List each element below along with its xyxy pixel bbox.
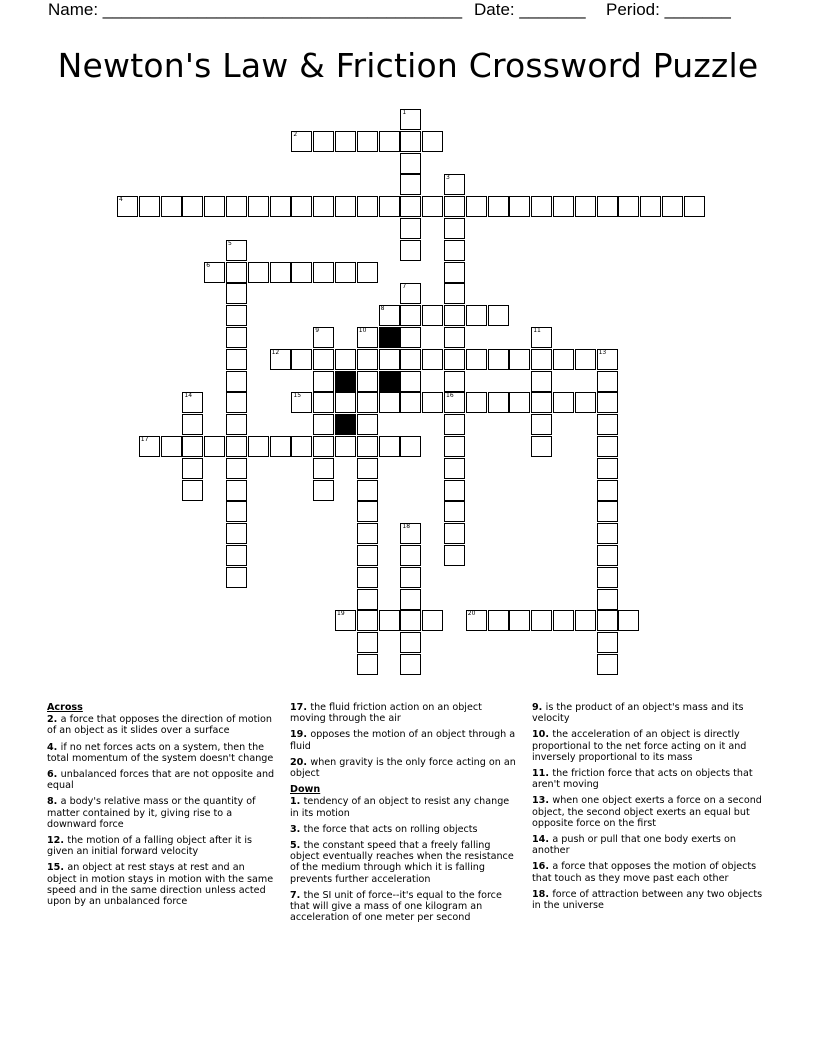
date-field[interactable]: Date: _______ xyxy=(474,0,586,19)
crossword-cell[interactable] xyxy=(226,196,247,217)
crossword-cell[interactable] xyxy=(444,545,465,566)
clue-item xyxy=(47,742,275,764)
crossword-cell[interactable] xyxy=(444,523,465,544)
crossword-cell[interactable] xyxy=(531,196,552,217)
crossword-cell[interactable] xyxy=(466,392,487,413)
clue-number: 3 xyxy=(446,174,450,182)
crossword-cell[interactable] xyxy=(379,392,400,413)
crossword-cell[interactable] xyxy=(597,501,618,522)
clue-item xyxy=(47,796,275,830)
clue-number-label: 18. xyxy=(532,888,553,900)
black-square xyxy=(379,327,400,348)
crossword-cell[interactable] xyxy=(161,196,182,217)
clue-number-label: 9. xyxy=(532,702,546,713)
crossword-cell[interactable] xyxy=(444,371,465,392)
clue-text: a force that opposes the motion of objects that touch as they move past each other xyxy=(532,861,757,884)
clue-item xyxy=(532,834,768,856)
crossword-cell[interactable] xyxy=(466,305,487,326)
crossword-cell[interactable] xyxy=(357,262,378,283)
crossword-cell[interactable] xyxy=(444,349,465,370)
clue-number-label: 6. xyxy=(47,769,61,781)
clue-item xyxy=(290,729,518,751)
crossword-cell[interactable] xyxy=(400,131,421,152)
crossword-cell[interactable] xyxy=(270,196,291,217)
crossword-cell[interactable] xyxy=(357,371,378,392)
crossword-cell[interactable] xyxy=(509,610,530,631)
crossword-cell[interactable] xyxy=(313,131,334,152)
clue-number-label: 17. xyxy=(290,702,311,713)
crossword-cell[interactable] xyxy=(335,436,356,457)
crossword-cell[interactable] xyxy=(444,392,465,413)
clue-number: 12 xyxy=(271,348,280,356)
crossword-cell[interactable] xyxy=(400,523,421,544)
clue-number: 19 xyxy=(337,610,345,618)
crossword-cell[interactable] xyxy=(357,131,378,152)
clue-item xyxy=(290,890,518,924)
crossword-cell[interactable] xyxy=(313,371,334,392)
crossword-cell[interactable] xyxy=(400,349,421,370)
crossword-cell[interactable] xyxy=(357,501,378,522)
clue-text: the friction force that acts on objects that aren't moving xyxy=(532,768,753,791)
crossword-cell[interactable] xyxy=(531,436,552,457)
clue-number-label: 15. xyxy=(47,862,68,874)
clue-text: unbalanced forces that are not opposite and equal xyxy=(47,769,275,792)
crossword-cell[interactable] xyxy=(597,632,618,653)
clue-number: 2 xyxy=(293,130,298,138)
crossword-cell[interactable] xyxy=(379,131,400,152)
crossword-cell[interactable] xyxy=(400,109,421,130)
down-heading: Down xyxy=(290,784,321,796)
clue-text: the motion of a falling object after it is given an initial forward velocity xyxy=(47,835,252,858)
crossword-cell[interactable] xyxy=(270,262,291,283)
crossword-cell[interactable] xyxy=(509,392,530,413)
clue-number: 8 xyxy=(380,305,385,313)
crossword-cell[interactable] xyxy=(357,567,378,588)
clue-column-3 xyxy=(532,702,768,916)
crossword-cell[interactable] xyxy=(139,436,160,457)
crossword-cell[interactable] xyxy=(204,196,225,217)
page-title: Newton's Law & Friction Crossword Puzzle xyxy=(57,46,759,85)
clue-item xyxy=(290,702,518,724)
clue-text: when gravity is the only force acting on an object xyxy=(290,756,516,780)
crossword-cell[interactable] xyxy=(597,523,618,544)
crossword-cell[interactable] xyxy=(204,262,225,283)
crossword-cell[interactable] xyxy=(357,610,378,631)
black-square xyxy=(335,371,356,392)
crossword-cell[interactable] xyxy=(400,589,421,610)
crossword-cell[interactable] xyxy=(597,545,618,566)
crossword-cell[interactable] xyxy=(422,392,443,413)
crossword-cell[interactable] xyxy=(379,610,400,631)
crossword-cell[interactable] xyxy=(400,371,421,392)
crossword-cell[interactable] xyxy=(313,196,334,217)
clue-number-label: 3. xyxy=(290,823,304,835)
crossword-cell[interactable] xyxy=(357,392,378,413)
clue-number: 13 xyxy=(598,348,607,356)
crossword-cell[interactable] xyxy=(313,480,334,501)
crossword-cell[interactable] xyxy=(575,196,596,217)
crossword-cell[interactable] xyxy=(597,414,618,435)
crossword-cell[interactable] xyxy=(226,436,247,457)
crossword-cell[interactable] xyxy=(531,414,552,435)
crossword-cell[interactable] xyxy=(684,196,705,217)
crossword-cell[interactable] xyxy=(182,196,203,217)
crossword-cell[interactable] xyxy=(313,327,334,348)
clue-number: 16 xyxy=(446,392,454,400)
crossword-cell[interactable] xyxy=(357,654,378,675)
crossword-cell[interactable] xyxy=(379,349,400,370)
black-square xyxy=(335,414,356,435)
clue-number-label: 16. xyxy=(532,861,553,873)
crossword-cell[interactable] xyxy=(640,196,661,217)
across-heading: Across xyxy=(47,702,83,713)
crossword-cell[interactable] xyxy=(597,196,618,217)
crossword-cell[interactable] xyxy=(248,436,269,457)
clue-text: is the product of an object's mass and its velocity xyxy=(532,702,744,725)
crossword-cell[interactable] xyxy=(400,196,421,217)
crossword-cell[interactable] xyxy=(226,458,247,479)
crossword-cell[interactable] xyxy=(226,567,247,588)
crossword-cell[interactable] xyxy=(597,458,618,479)
clue-number-label: 12. xyxy=(47,835,68,847)
clue-item xyxy=(532,795,768,829)
crossword-cell[interactable] xyxy=(313,414,334,435)
crossword-cell[interactable] xyxy=(422,610,443,631)
crossword-cell[interactable] xyxy=(553,196,574,217)
crossword-cell[interactable] xyxy=(531,349,552,370)
crossword-cell[interactable] xyxy=(226,327,247,348)
crossword-cell[interactable] xyxy=(597,480,618,501)
crossword-cell[interactable] xyxy=(444,283,465,304)
crossword-cell[interactable] xyxy=(226,240,247,261)
clue-text: a force that opposes the direction of motion of an object as it slides over a surface xyxy=(47,714,272,737)
clue-number: 17 xyxy=(140,436,149,443)
crossword-cell[interactable] xyxy=(248,196,269,217)
crossword-cell[interactable] xyxy=(291,262,312,283)
clue-number: 9 xyxy=(315,327,320,334)
crossword-cell[interactable] xyxy=(575,392,596,413)
crossword-cell[interactable] xyxy=(313,262,334,283)
crossword-cell[interactable] xyxy=(357,414,378,435)
crossword-cell[interactable] xyxy=(466,610,487,631)
crossword-cell[interactable] xyxy=(161,436,182,457)
crossword-cell[interactable] xyxy=(182,480,203,501)
crossword-cell[interactable] xyxy=(335,349,356,370)
black-square xyxy=(379,371,400,392)
crossword-cell[interactable] xyxy=(400,632,421,653)
clue-number-label: 7. xyxy=(290,889,304,901)
crossword-cell[interactable] xyxy=(444,218,465,239)
crossword-cell[interactable] xyxy=(597,589,618,610)
crossword-cell[interactable] xyxy=(379,436,400,457)
clue-text: the SI unit of force--it's equal to the force that will give a mass of one kilogram an acceleration of one meter per second xyxy=(290,889,502,924)
crossword-cell[interactable] xyxy=(226,545,247,566)
clue-number-label: 2. xyxy=(47,714,61,726)
crossword-cell[interactable] xyxy=(509,349,530,370)
clue-item xyxy=(532,861,768,883)
crossword-cell[interactable] xyxy=(379,305,400,326)
crossword-cell[interactable] xyxy=(488,392,509,413)
crossword-cell[interactable] xyxy=(226,414,247,435)
clue-number: 10 xyxy=(358,327,367,334)
crossword-cell[interactable] xyxy=(444,501,465,522)
clue-number: 18 xyxy=(402,523,411,531)
crossword-cell[interactable] xyxy=(226,480,247,501)
crossword-cell[interactable] xyxy=(139,196,160,217)
clue-number-label: 13. xyxy=(532,795,553,807)
clue-item xyxy=(47,769,275,791)
clue-number: 6 xyxy=(206,261,211,269)
crossword-cell[interactable] xyxy=(357,632,378,653)
clue-item xyxy=(532,702,768,724)
crossword-cell[interactable] xyxy=(291,392,312,413)
crossword-cell[interactable] xyxy=(400,218,421,239)
crossword-cell[interactable] xyxy=(226,262,247,283)
clue-text: the force that acts on rolling objects xyxy=(303,823,478,835)
crossword-cell[interactable] xyxy=(488,196,509,217)
crossword-cell[interactable] xyxy=(182,392,203,413)
clue-number: 11 xyxy=(533,327,541,334)
clue-number: 15 xyxy=(293,392,302,400)
crossword-cell[interactable] xyxy=(444,414,465,435)
crossword-cell[interactable] xyxy=(444,480,465,501)
crossword-cell[interactable] xyxy=(335,392,356,413)
clue-item xyxy=(290,796,518,818)
clue-column-1 xyxy=(47,702,275,912)
crossword-cell[interactable] xyxy=(226,283,247,304)
crossword-cell[interactable] xyxy=(444,327,465,348)
crossword-cell[interactable] xyxy=(531,610,552,631)
clue-item xyxy=(532,729,768,763)
period-field[interactable]: Period: _______ xyxy=(606,0,731,19)
clue-item xyxy=(532,768,768,790)
clue-text: the constant speed that a freely falling object eventually reaches when the resistance of the medium through which it is falling prevents further acceleration xyxy=(290,840,514,885)
crossword-cell[interactable] xyxy=(357,480,378,501)
crossword-cell[interactable] xyxy=(335,131,356,152)
crossword-cell[interactable] xyxy=(422,131,443,152)
crossword-cell[interactable] xyxy=(357,545,378,566)
crossword-cell[interactable] xyxy=(270,436,291,457)
clue-number-label: 8. xyxy=(47,796,61,808)
crossword-cell[interactable] xyxy=(618,610,639,631)
crossword-cell[interactable] xyxy=(226,501,247,522)
clue-number-label: 11. xyxy=(532,768,553,780)
crossword-cell[interactable] xyxy=(400,610,421,631)
crossword-cell[interactable] xyxy=(553,349,574,370)
clue-text: a push or pull that one body exerts on another xyxy=(532,834,736,857)
crossword-cell[interactable] xyxy=(357,327,378,348)
crossword-cell[interactable] xyxy=(335,262,356,283)
clue-item xyxy=(290,824,518,835)
crossword-cell[interactable] xyxy=(400,436,421,457)
crossword-cell[interactable] xyxy=(226,305,247,326)
crossword-cell[interactable] xyxy=(422,349,443,370)
crossword-cell[interactable] xyxy=(662,196,683,217)
crossword-cell[interactable] xyxy=(597,610,618,631)
clue-number-label: 5. xyxy=(290,840,304,852)
crossword-cell[interactable] xyxy=(400,153,421,174)
crossword-cell[interactable] xyxy=(291,196,312,217)
crossword-cell[interactable] xyxy=(226,523,247,544)
clue-number-label: 20. xyxy=(290,756,311,768)
crossword-cell[interactable] xyxy=(226,371,247,392)
crossword-cell[interactable] xyxy=(444,174,465,195)
crossword-cell[interactable] xyxy=(488,349,509,370)
crossword-cell[interactable] xyxy=(597,654,618,675)
clue-item xyxy=(290,840,518,885)
crossword-cell[interactable] xyxy=(291,349,312,370)
clue-number: 1 xyxy=(402,109,407,116)
clue-number-label: 1. xyxy=(290,796,304,808)
crossword-cell[interactable] xyxy=(400,392,421,413)
crossword-cell[interactable] xyxy=(466,196,487,217)
clue-number: 14 xyxy=(184,392,193,400)
crossword-cell[interactable] xyxy=(313,349,334,370)
crossword-cell[interactable] xyxy=(422,305,443,326)
crossword-cell[interactable] xyxy=(357,458,378,479)
crossword-cell[interactable] xyxy=(400,240,421,261)
crossword-cell[interactable] xyxy=(597,349,618,370)
crossword-cell[interactable] xyxy=(444,262,465,283)
crossword-cell[interactable] xyxy=(182,436,203,457)
crossword-cell[interactable] xyxy=(291,436,312,457)
clue-item xyxy=(47,862,275,907)
clue-number-label: 14. xyxy=(532,834,553,846)
crossword-cell[interactable] xyxy=(531,371,552,392)
clue-text: tendency of an object to resist any change in its motion xyxy=(290,796,510,819)
crossword-cell[interactable] xyxy=(226,392,247,413)
crossword-cell[interactable] xyxy=(444,196,465,217)
crossword-cell[interactable] xyxy=(597,392,618,413)
clue-text: the acceleration of an object is directly proportional to the net force acting on it and inversely proportional to its mass xyxy=(532,729,747,763)
crossword-cell[interactable] xyxy=(313,436,334,457)
crossword-cell[interactable] xyxy=(182,458,203,479)
name-field[interactable]: Name: ______________________________________ xyxy=(48,0,463,19)
clue-item xyxy=(47,835,275,857)
crossword-cell[interactable] xyxy=(509,196,530,217)
crossword-cell[interactable] xyxy=(531,327,552,348)
crossword-cell[interactable] xyxy=(444,436,465,457)
crossword-cell[interactable] xyxy=(553,610,574,631)
crossword-cell[interactable] xyxy=(400,567,421,588)
crossword-cell[interactable] xyxy=(531,392,552,413)
crossword-cell[interactable] xyxy=(444,305,465,326)
crossword-cell[interactable] xyxy=(248,262,269,283)
clue-number-label: 19. xyxy=(290,729,311,741)
crossword-cell[interactable] xyxy=(400,327,421,348)
crossword-cell[interactable] xyxy=(291,131,312,152)
crossword-cell[interactable] xyxy=(553,392,574,413)
crossword-cell[interactable] xyxy=(488,610,509,631)
crossword-cell[interactable] xyxy=(313,392,334,413)
crossword-cell[interactable] xyxy=(597,436,618,457)
crossword-cell[interactable] xyxy=(466,349,487,370)
clue-number-label: 4. xyxy=(47,741,61,753)
clue-text: if no net forces acts on a system, then the total momentum of the system doesn't change xyxy=(47,741,274,764)
crossword-cell[interactable] xyxy=(618,196,639,217)
crossword-cell[interactable] xyxy=(357,589,378,610)
crossword-cell[interactable] xyxy=(357,436,378,457)
clue-item xyxy=(47,714,275,736)
crossword-cell[interactable] xyxy=(182,414,203,435)
clue-text: force of attraction between any two objects in the universe xyxy=(532,888,763,912)
crossword-cell[interactable] xyxy=(400,305,421,326)
crossword-cell[interactable] xyxy=(117,196,138,217)
crossword-cell[interactable] xyxy=(357,349,378,370)
crossword-cell[interactable] xyxy=(335,196,356,217)
clue-number: 4 xyxy=(119,196,123,204)
clue-text: opposes the motion of an object through a fluid xyxy=(290,729,516,752)
crossword-cell[interactable] xyxy=(444,240,465,261)
crossword-cell[interactable] xyxy=(488,305,509,326)
crossword-cell[interactable] xyxy=(270,349,291,370)
crossword-cell[interactable] xyxy=(422,196,443,217)
clue-number: 5 xyxy=(228,239,232,247)
crossword-cell[interactable] xyxy=(575,349,596,370)
crossword-cell[interactable] xyxy=(400,174,421,195)
crossword-cell[interactable] xyxy=(400,283,421,304)
clue-text: the fluid friction action on an object moving through the air xyxy=(290,702,482,725)
clue-item xyxy=(290,757,518,779)
crossword-cell[interactable] xyxy=(597,371,618,392)
clue-item xyxy=(532,889,768,911)
crossword-cell[interactable] xyxy=(444,458,465,479)
clue-text: when one object exerts a force on a second object, the second object exerts an equal but opposite force on the first xyxy=(532,795,762,829)
crossword-cell[interactable] xyxy=(400,654,421,675)
crossword-cell[interactable] xyxy=(357,523,378,544)
clue-number: 20 xyxy=(467,610,476,618)
crossword-cell[interactable] xyxy=(400,545,421,566)
crossword-cell[interactable] xyxy=(335,610,356,631)
crossword-cell[interactable] xyxy=(597,567,618,588)
crossword-cell[interactable] xyxy=(226,349,247,370)
clue-number-label: 10. xyxy=(532,729,553,741)
clue-number: 7 xyxy=(402,283,407,291)
crossword-cell[interactable] xyxy=(313,458,334,479)
crossword-cell[interactable] xyxy=(204,436,225,457)
clue-text: a body's relative mass or the quantity of matter contained by it, giving rise to a downward force xyxy=(47,796,256,830)
crossword-cell[interactable] xyxy=(379,196,400,217)
crossword-cell[interactable] xyxy=(357,196,378,217)
crossword-cell[interactable] xyxy=(575,610,596,631)
clue-column-2 xyxy=(290,702,518,928)
clue-text: an object at rest stays at rest and an object in motion stays in motion with the same speed and in the same direction unless acted upon by an unbalanced force xyxy=(47,862,274,908)
